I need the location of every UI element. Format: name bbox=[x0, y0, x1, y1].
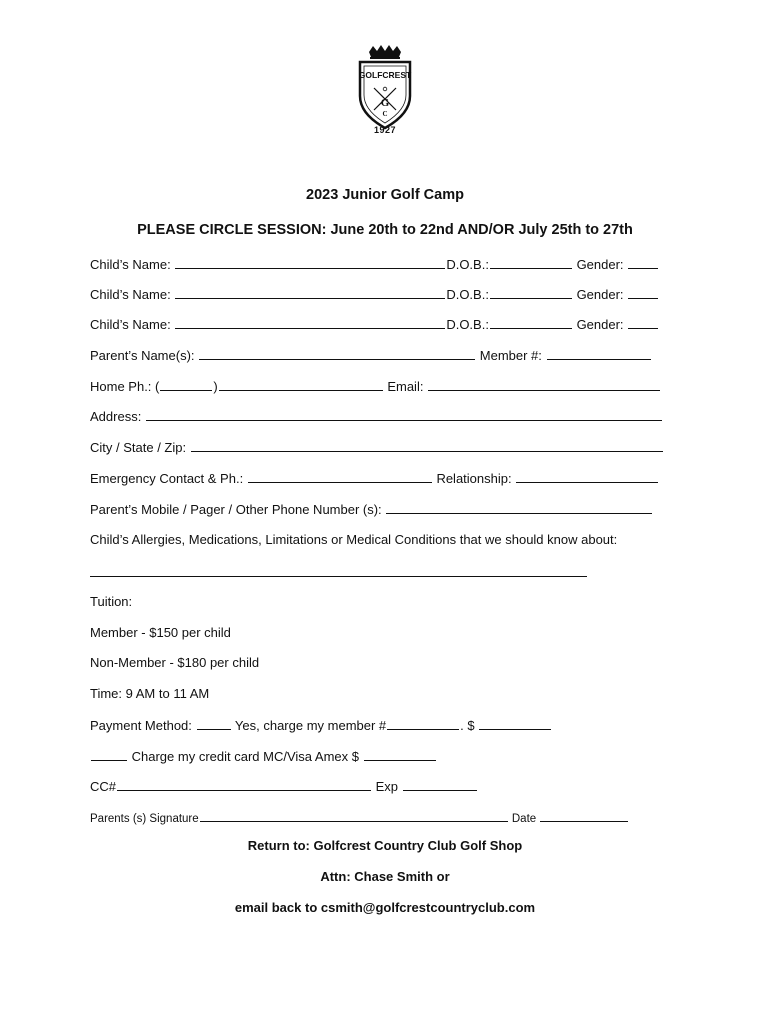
parent-mobile-field[interactable] bbox=[386, 501, 652, 514]
dob-label: D.O.B.: bbox=[446, 257, 489, 272]
cc-row bbox=[90, 778, 478, 794]
gender-field[interactable] bbox=[628, 286, 658, 299]
form-title: 2023 Junior Golf Camp bbox=[306, 187, 464, 203]
member-no-field[interactable] bbox=[547, 347, 651, 360]
gender-field[interactable] bbox=[628, 256, 658, 269]
home-phone-label: Home Ph.: ( bbox=[90, 379, 160, 394]
member-charge-check-field[interactable] bbox=[197, 717, 231, 730]
signature-field[interactable] bbox=[200, 809, 508, 822]
address-field[interactable] bbox=[146, 408, 662, 421]
parent-names-label: Parent’s Name(s): bbox=[90, 348, 195, 363]
child-name-field[interactable] bbox=[175, 316, 445, 329]
cc-number-field[interactable] bbox=[117, 778, 371, 791]
svg-text:C: C bbox=[382, 110, 388, 118]
attn-line: Attn: Chase Smith or bbox=[320, 869, 450, 884]
home-phone-row bbox=[90, 378, 661, 394]
email-field[interactable] bbox=[428, 378, 660, 391]
member-number-field[interactable] bbox=[387, 717, 459, 730]
dob-field[interactable] bbox=[490, 316, 572, 329]
dob-label: D.O.B.: bbox=[446, 287, 489, 302]
child-row-3 bbox=[90, 316, 659, 332]
emergency-row bbox=[90, 470, 659, 486]
nonmember-price: Non-Member - $180 per child bbox=[90, 655, 260, 670]
return-to-line: Return to: Golfcrest Country Club Golf Shop bbox=[247, 838, 523, 853]
child-name-label: Child’s Name: bbox=[90, 257, 171, 272]
date-label: Date bbox=[511, 813, 537, 825]
exp-label: Exp bbox=[375, 779, 399, 794]
allergies-field[interactable] bbox=[90, 576, 587, 577]
address-label: Address: bbox=[90, 409, 142, 424]
area-code-field[interactable] bbox=[160, 378, 212, 391]
signature-row bbox=[90, 809, 629, 825]
allergies-label: Child’s Allergies, Medications, Limitations or Medical Conditions that we should know about: bbox=[90, 532, 618, 547]
payment-method-row bbox=[90, 717, 552, 733]
member-amount-label: . $ bbox=[460, 718, 475, 733]
parent-names-field[interactable] bbox=[199, 347, 475, 360]
child-name-label: Child’s Name: bbox=[90, 287, 171, 302]
child-name-field[interactable] bbox=[175, 286, 445, 299]
emergency-field[interactable] bbox=[248, 470, 432, 483]
date-field[interactable] bbox=[540, 809, 628, 822]
tuition-label: Tuition: bbox=[90, 594, 133, 609]
camp-time: Time: 9 AM to 11 AM bbox=[90, 686, 210, 701]
emergency-label: Emergency Contact & Ph.: bbox=[90, 471, 244, 486]
parent-mobile-label: Parent’s Mobile / Pager / Other Phone Number (s): bbox=[90, 502, 382, 517]
gender-label: Gender: bbox=[576, 257, 624, 272]
parent-names-row bbox=[90, 347, 652, 363]
gender-label: Gender: bbox=[576, 317, 624, 332]
city-state-zip-label: City / State / Zip: bbox=[90, 440, 187, 455]
member-amount-field[interactable] bbox=[479, 717, 551, 730]
exp-field[interactable] bbox=[403, 778, 477, 791]
card-amount-field[interactable] bbox=[364, 748, 436, 761]
relationship-label: Relationship: bbox=[436, 471, 512, 486]
charge-card-label: Charge my credit card MC/Visa Amex $ bbox=[131, 749, 359, 764]
parent-mobile-row bbox=[90, 501, 653, 517]
logo-year: 1927 bbox=[373, 125, 397, 135]
email-label: Email: bbox=[387, 379, 424, 394]
credit-card-check-field[interactable] bbox=[91, 748, 127, 761]
payment-method-label: Payment Method: bbox=[90, 718, 192, 733]
member-price: Member - $150 per child bbox=[90, 625, 231, 640]
child-name-label: Child’s Name: bbox=[90, 317, 171, 332]
city-state-zip-field[interactable] bbox=[191, 439, 663, 452]
credit-card-row bbox=[90, 748, 437, 764]
gender-field[interactable] bbox=[628, 316, 658, 329]
home-phone-field[interactable] bbox=[219, 378, 383, 391]
svg-text:GOLFCREST: GOLFCREST bbox=[358, 70, 412, 80]
dob-label: D.O.B.: bbox=[446, 317, 489, 332]
email-back-line: email back to csmith@golfcrestcountryclub.com bbox=[234, 900, 536, 915]
home-phone-close: ) bbox=[213, 379, 218, 394]
city-state-zip-row bbox=[90, 439, 664, 455]
child-row-1 bbox=[90, 256, 659, 272]
yes-charge-label: Yes, charge my member # bbox=[234, 718, 387, 733]
svg-text:G: G bbox=[380, 97, 390, 109]
session-line: PLEASE CIRCLE SESSION: June 20th to 22nd AND/OR July 25th to 27th bbox=[137, 222, 633, 238]
gender-label: Gender: bbox=[576, 287, 624, 302]
dob-field[interactable] bbox=[490, 256, 572, 269]
child-row-2 bbox=[90, 286, 659, 302]
relationship-field[interactable] bbox=[516, 470, 658, 483]
member-no-label: Member #: bbox=[479, 348, 542, 363]
address-row bbox=[90, 408, 663, 424]
cc-label: CC# bbox=[90, 779, 117, 794]
dob-field[interactable] bbox=[490, 286, 572, 299]
signature-label: Parents (s) Signature bbox=[90, 813, 199, 825]
child-name-field[interactable] bbox=[175, 256, 445, 269]
